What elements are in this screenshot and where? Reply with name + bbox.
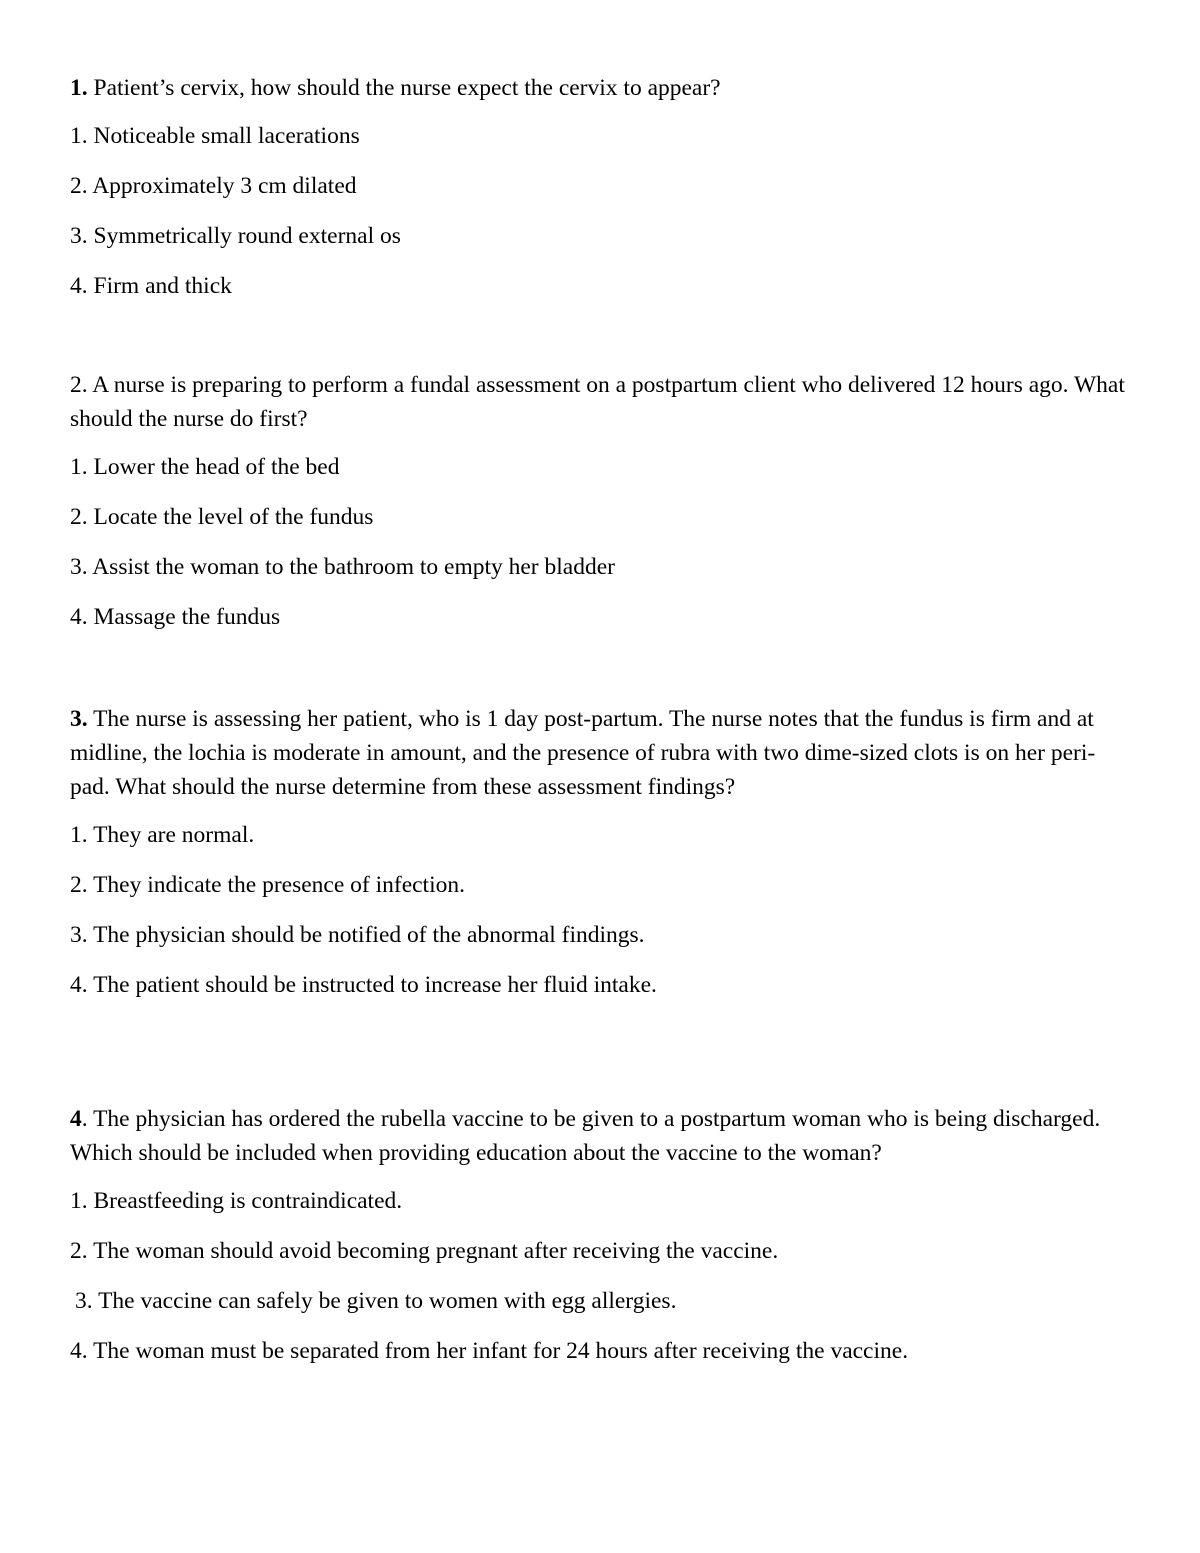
answer-option: 4. Massage the fundus bbox=[70, 604, 281, 630]
question-number: 4 bbox=[70, 1106, 82, 1132]
answer-option: 2. The woman should avoid becoming pregnant after receiving the vaccine. bbox=[70, 1238, 779, 1264]
question-4 bbox=[70, 1102, 1135, 1384]
question-text: A nurse is preparing to perform a fundal assessment on a postpartum client who delivered 12 hours ago. What should the nurse do first? bbox=[70, 372, 1125, 432]
answer-option: 2. Approximately 3 cm dilated bbox=[70, 173, 357, 199]
answer-option: 3. Assist the woman to the bathroom to empty her bladder bbox=[70, 554, 615, 580]
answer-option: 3. The physician should be notified of the abnormal findings. bbox=[70, 922, 645, 948]
question-2 bbox=[70, 368, 1135, 650]
answer-option: 4. The woman must be separated from her infant for 24 hours after receiving the vaccine. bbox=[70, 1338, 909, 1364]
answer-option: 4. Firm and thick bbox=[70, 273, 232, 299]
answer-option: 3. The vaccine can safely be given to women with egg allergies. bbox=[75, 1288, 677, 1314]
answer-option: 4. The patient should be instructed to increase her fluid intake. bbox=[70, 972, 657, 998]
question-1 bbox=[70, 71, 1135, 319]
answer-option: 2. They indicate the presence of infection. bbox=[70, 872, 465, 898]
question-text: The nurse is assessing her patient, who is 1 day post-partum. The nurse notes that the fundus is firm and at midline, the lochia is moderate in amount, and the presence of rubra with two dime-sized clots is on her peri-pad. What should the nurse determine from these assessment findings? bbox=[70, 706, 1096, 800]
question-stem bbox=[70, 702, 1135, 804]
question-number: 1. bbox=[70, 75, 88, 101]
question-number: 2. bbox=[70, 372, 88, 398]
answer-option: 2. Locate the level of the fundus bbox=[70, 504, 374, 530]
question-text: Patient’s cervix, how should the nurse expect the cervix to appear? bbox=[93, 75, 721, 101]
answer-option: 1. Noticeable small lacerations bbox=[70, 123, 360, 149]
answer-option: 1. Lower the head of the bed bbox=[70, 454, 340, 480]
question-stem bbox=[70, 71, 1135, 105]
question-stem bbox=[70, 368, 1135, 436]
question-text: . The physician has ordered the rubella vaccine to be given to a postpartum woman who is being discharged. Which should be included when providing education about the vaccine to the woman? bbox=[70, 1106, 1101, 1166]
answer-option: 1. They are normal. bbox=[70, 822, 255, 848]
answer-option: 1. Breastfeeding is contraindicated. bbox=[70, 1188, 403, 1214]
question-3 bbox=[70, 702, 1135, 1018]
question-stem bbox=[70, 1102, 1135, 1170]
question-number: 3. bbox=[70, 706, 88, 732]
answer-option: 3. Symmetrically round external os bbox=[70, 223, 401, 249]
